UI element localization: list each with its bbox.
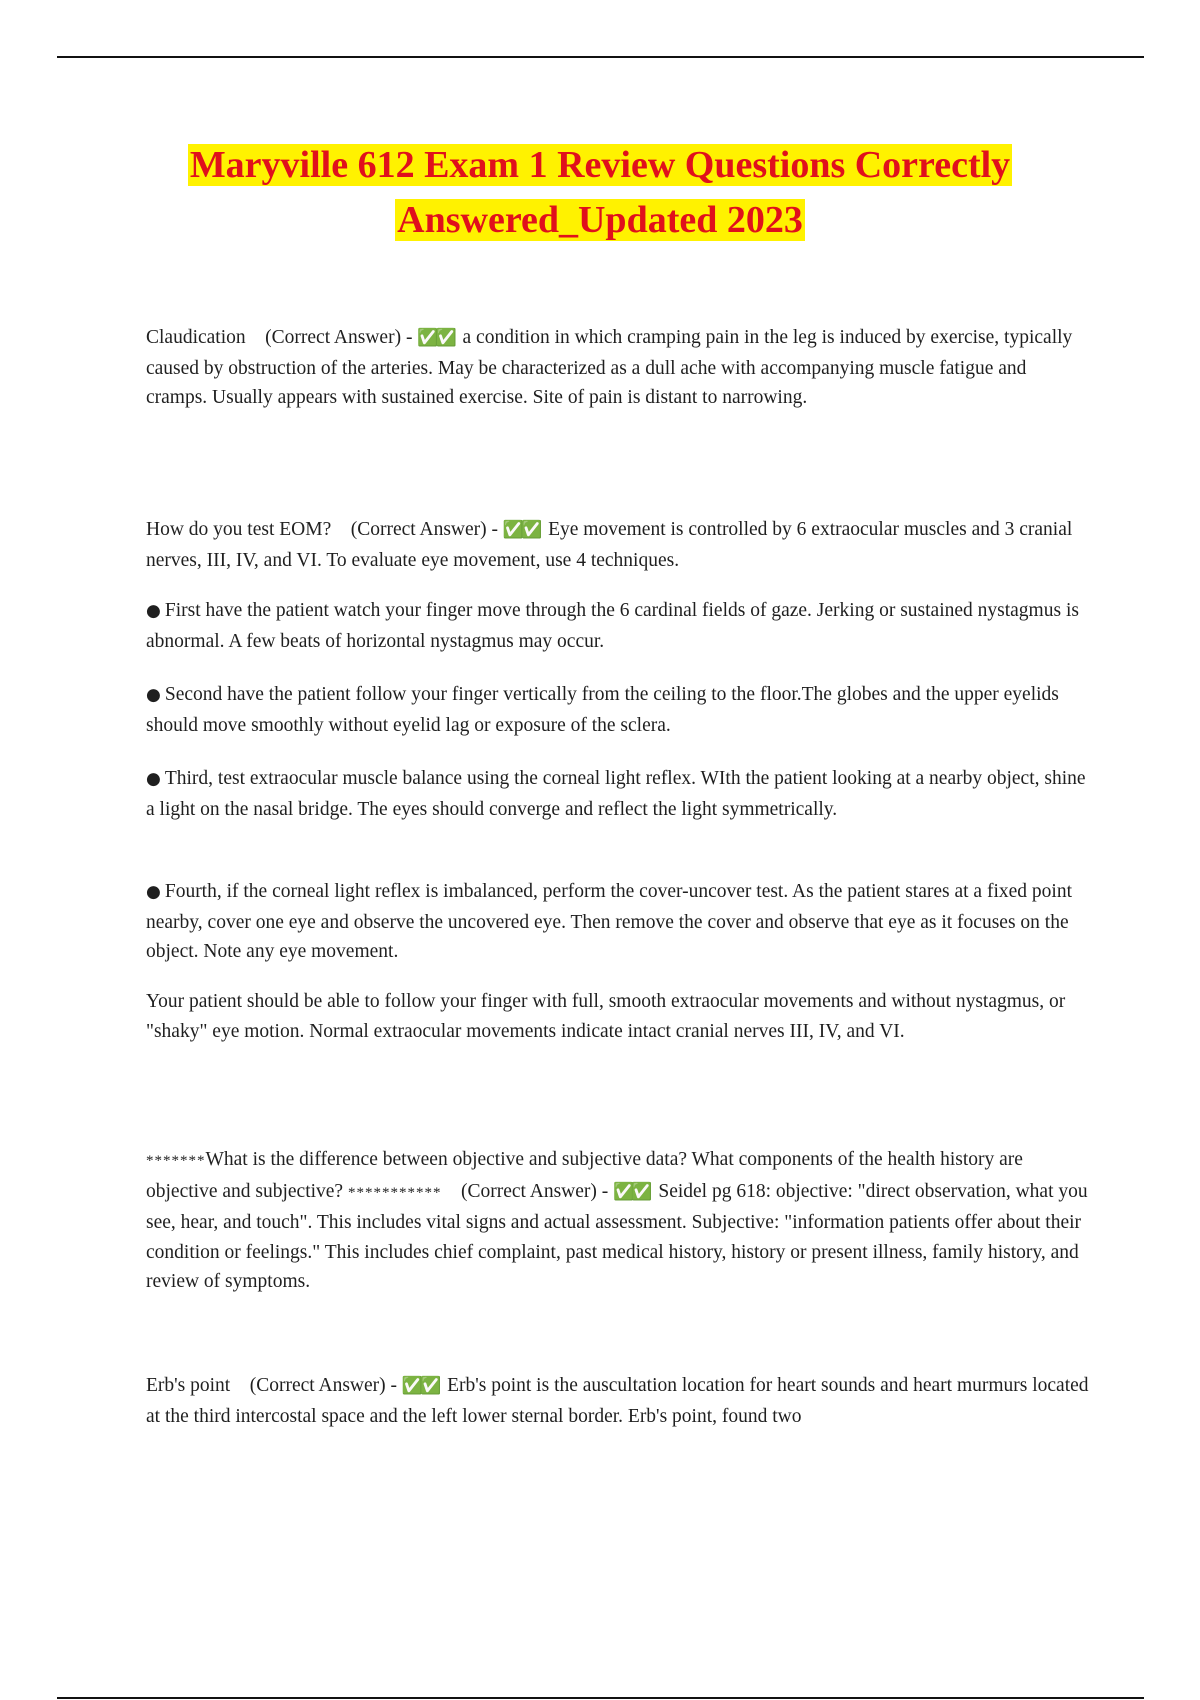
answer-tag: (Correct Answer) - [265,327,413,348]
stars-before: ******* [146,1153,206,1169]
document-title [0,138,1200,248]
entry-eom [146,515,1091,575]
eom-bullet-1 [146,596,1091,656]
bullet-text: First have the patient watch your finger move through the 6 cardinal fields of gaze. Jerking or sustained nystagmus is abnormal. A few beats of horizontal nystagmus may occur. [146,600,1079,652]
question-term: How do you test EOM? [146,519,332,540]
answer-text: Eye movement is controlled by 6 extraocular muscles and 3 cranial nerves, III, IV, and VI. To evaluate eye movement, use 4 techniques. [146,519,1073,571]
eom-bullet-4 [146,877,1091,967]
title-line-1: Maryville 612 Exam 1 Review Questions Correctly [189,144,1011,186]
eom-bullet-3 [146,764,1091,824]
check-icon: ✅✅ [401,1376,439,1396]
check-icon: ✅✅ [502,520,540,540]
question-term: Erb's point [146,1375,231,1396]
answer-tag: (Correct Answer) - [249,1375,397,1396]
answer-tag: (Correct Answer) - [460,1180,609,1202]
bullet-icon: ● [146,685,161,705]
conclusion-text: Your patient should be able to follow your finger with full, smooth extraocular movements and without nystagmus, or "shaky" eye motion. Normal extraocular movements indicate intact cranial nerves III, IV, and VI. [146,991,1066,1042]
check-icon: ✅✅ [613,1181,650,1202]
answer-text: a condition in which cramping pain in the leg is induced by exercise, typically caused by obstruction of the arteries. May be characterized as a dull ache with accompanying muscle fatigue and cramps. Usually appears with sustained exercise. Site of pain is distant to narrowing. [146,327,1073,408]
bullet-text: Second have the patient follow your finger vertically from the ceiling to the floor.The globes and the upper eyelids should move smoothly without eyelid lag or exposure of the sclera. [146,684,1059,736]
answer-text: Seidel pg 618: objective: "direct observation, what you see, hear, and touch". This includes vital signs and actual assessment. Subjective: "information patients offer about their condition or feelings." This includes chief complaint, past medical history, history or present illness, family history, and review of symptoms. [146,1180,1088,1292]
entry-erbs-point [146,1371,1091,1431]
bullet-icon: ● [146,601,161,621]
entry-objective-subjective [146,1145,1091,1297]
bullet-icon: ● [146,882,161,902]
answer-text: Erb's point is the auscultation location for heart sounds and heart murmurs located at the third intercostal space and the left lower sternal border. Erb's point, found two [146,1375,1089,1427]
check-icon: ✅✅ [417,328,454,348]
bullet-text: Third, test extraocular muscle balance using the corneal light reflex. WIth the patient looking at a nearby object, shine a light on the nasal bridge. The eyes should converge and reflect the light symmetrically. [146,768,1086,820]
answer-tag: (Correct Answer) - [350,519,499,540]
bullet-text: Fourth, if the corneal light reflex is imbalanced, perform the cover-uncover test. As the patient stares at a fixed point nearby, cover one eye and observe the uncovered eye. Then remove the cover and observe that eye as it focuses on the object. Note any eye movement. [146,881,1072,962]
question-term: Claudication [146,327,246,348]
title-line-2: Answered_Updated 2023 [397,199,803,241]
bottom-rule [57,1697,1144,1699]
eom-conclusion [146,987,1091,1046]
top-rule [57,56,1144,58]
entry-claudication [146,323,1091,413]
stars-after: *********** [347,1184,442,1201]
eom-bullet-2 [146,680,1091,740]
bullet-icon: ● [146,769,161,789]
question-term: What is the difference between objective and subjective data? What components of the health history are objective and subjective? [146,1149,1023,1202]
